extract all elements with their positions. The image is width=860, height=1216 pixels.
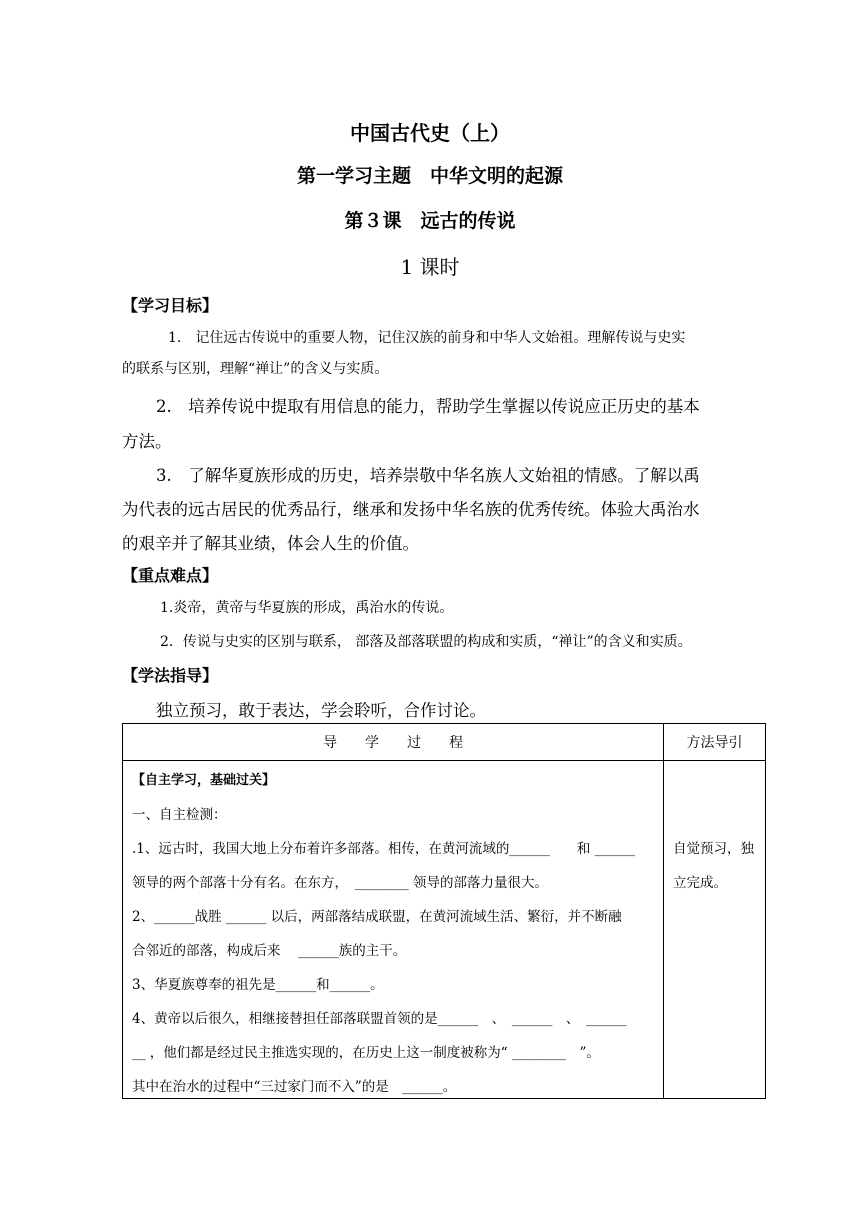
question-2-line2: 合邻近的部落，构成后来 ______族的主干。 [132,943,407,959]
guide-header: 方法导引 [686,735,743,751]
period-label: 1 课时 [400,255,460,279]
process-header: 导 学 过 程 [323,735,463,751]
method-heading: 【学法指导】 [122,666,219,685]
question-2-line1: 2、______战胜 ______ 以后，两部落结成联盟，在黄河流域生活、繁衍，并不断融 [132,909,622,925]
question-3: 3、华夏族尊奉的祖先是______和______。 [132,977,384,993]
objective-2-line2: 方法。 [122,432,172,451]
question-1-line2: 领导的两个部落十分有名。在东方， ________ 领导的部落力量很大。 [132,875,549,891]
objective-1-line2: 的联系与区别，理解“禅让”的含义与实质。 [122,361,389,377]
objective-2-line1: 2. 培养传说中提取有用信息的能力，帮助学生掌握以传说应正历史的基本 [156,397,700,416]
self-study-heading: 【自主学习，基础过关】 [132,773,276,788]
question-4-line3: 其中在治水的过程中“三过家门而不入”的是 ______。 [132,1079,457,1095]
keypoint-1: 1.炎帝，黄帝与华夏族的形成，禹治水的传说。 [160,600,454,616]
method-text: 独立预习，敢于表达，学会聆听，合作讨论。 [156,701,486,720]
objective-3-line3: 的艰辛并了解其业绩，体会人生的价值。 [122,534,419,553]
guide-note-line1: 自觉预习，独 [673,841,754,857]
guide-table [122,723,766,1099]
guide-header-cell [664,724,766,761]
question-4-line1: 4、黄帝以后很久，相继接替担任部落联盟首领的是______ 、 ______ 、 ______ [132,1011,627,1027]
process-content-cell [123,761,664,1099]
guide-content-cell [664,761,766,1099]
question-4-line2: __ ，他们都是经过民主推选实现的，在历史上这一制度被称为“ ________ ”。 [132,1045,600,1061]
process-header-cell [123,724,664,761]
objective-1-line1: 1. 记住远古传说中的重要人物，记住汉族的前身和中华人文始祖。理解传说与史实 [168,330,686,346]
self-check-subheading: 一、自主检测： [132,807,227,823]
objective-3-line1: 3. 了解华夏族形成的历史，培养崇敬中华名族人文始祖的情感。了解以禹 [156,466,700,485]
keypoint-2: 2．传说与史实的区别与联系， 部落及部落联盟的构成和实质，“禅让”的含义和实质。 [160,634,692,650]
keypoints-heading: 【重点难点】 [122,566,219,585]
lesson-title: 第３课 远古的传说 [344,210,516,232]
objectives-heading: 【学习目标】 [122,296,219,315]
guide-note-line2: 立完成。 [673,875,727,891]
page-title: 中国古代史（上） [350,121,510,145]
theme-title: 第一学习主题 中华文明的起源 [296,165,563,187]
objective-3-line2: 为代表的远古居民的优秀品行，继承和发扬中华名族的优秀传统。体验大禹治水 [122,500,700,519]
question-1-line1: .1、远古时，我国大地上分布着许多部落。相传，在黄河流域的______ 和 ______ [132,841,636,857]
